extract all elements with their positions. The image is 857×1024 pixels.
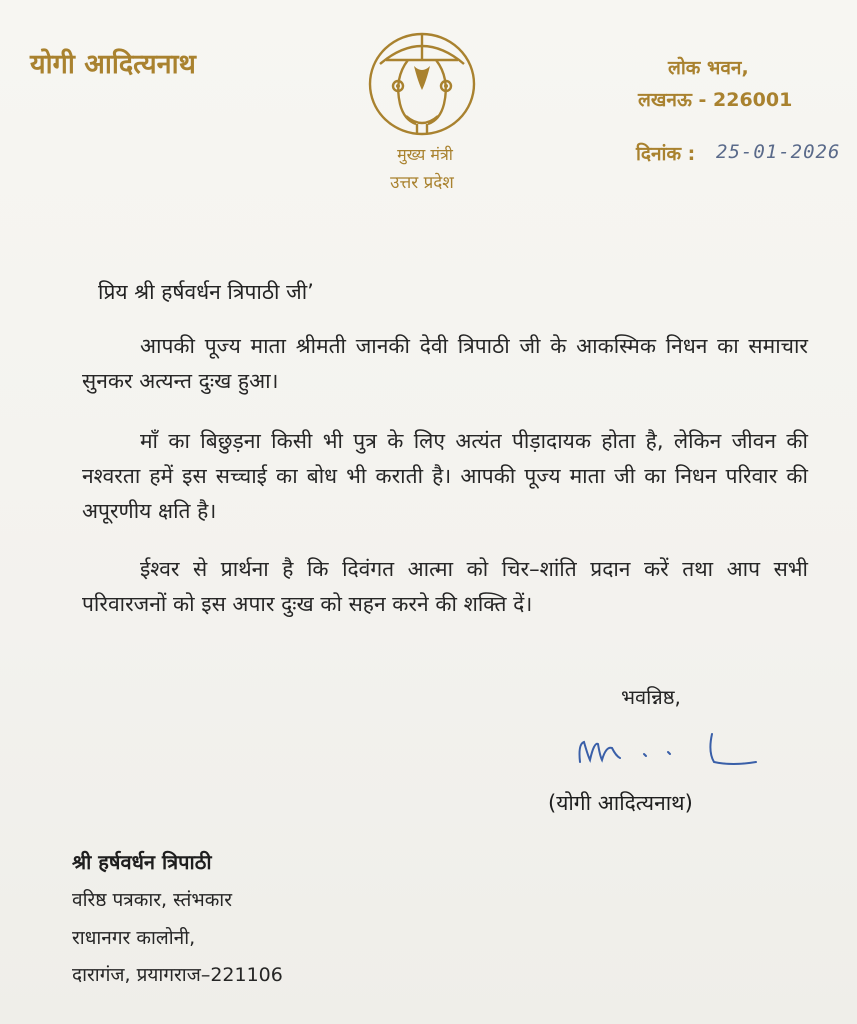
emblem-caption-line1: मुख्य मंत्री: [397, 145, 453, 164]
address-line2: लखनऊ - 226001: [638, 89, 793, 111]
date-label: दिनांक :: [636, 143, 696, 165]
up-state-emblem-icon: [362, 20, 482, 140]
body-paragraph-3: ईश्वर से प्रार्थना है कि दिवंगत आत्मा को चिर–शांति प्रदान करें तथा आप सभी परिवारजनों को इस अपार दुःख को सहन करने की शक्ति दें।: [82, 557, 808, 616]
body-paragraph-1: आपकी पूज्य माता श्रीमती जानकी देवी त्रिपाठी जी के आकस्मिक निधन का समाचार सुनकर अत्यन्त दुःख हुआ।: [82, 334, 808, 393]
salutation: प्रिय श्री हर्षवर्धन त्रिपाठी जी’: [98, 280, 314, 304]
sender-name-header: योगी आदित्यनाथ: [30, 49, 196, 80]
recipient-line3: दारागंज, प्रयागराज–221106: [72, 964, 283, 986]
emblem-caption-line2: उत्तर प्रदेश: [390, 173, 454, 193]
date-value: 25-01-2026: [716, 141, 841, 163]
handwritten-signature: [572, 722, 762, 782]
address-line1: लोक भवन,: [668, 57, 749, 79]
recipient-name: श्री हर्षवर्धन त्रिपाठी: [72, 850, 212, 874]
recipient-line1: वरिष्ठ पत्रकार, स्तंभकार: [72, 889, 232, 911]
body-paragraph-2: माँ का बिछुड़ना किसी भी पुत्र के लिए अत्यंत पीड़ादायक होता है, लेकिन जीवन की नश्वरता हमें इस सच्चाई का बोध भी कराती है। आपकी पूज्य माता जी का निधन परिवार की अपूरणीय क्षति है।: [82, 429, 808, 523]
recipient-line2: राधानगर कालोनी,: [72, 927, 196, 949]
closing-phrase: भवन्निष्ठ,: [621, 685, 681, 709]
signee-name: (योगी आदित्यनाथ): [548, 791, 693, 815]
